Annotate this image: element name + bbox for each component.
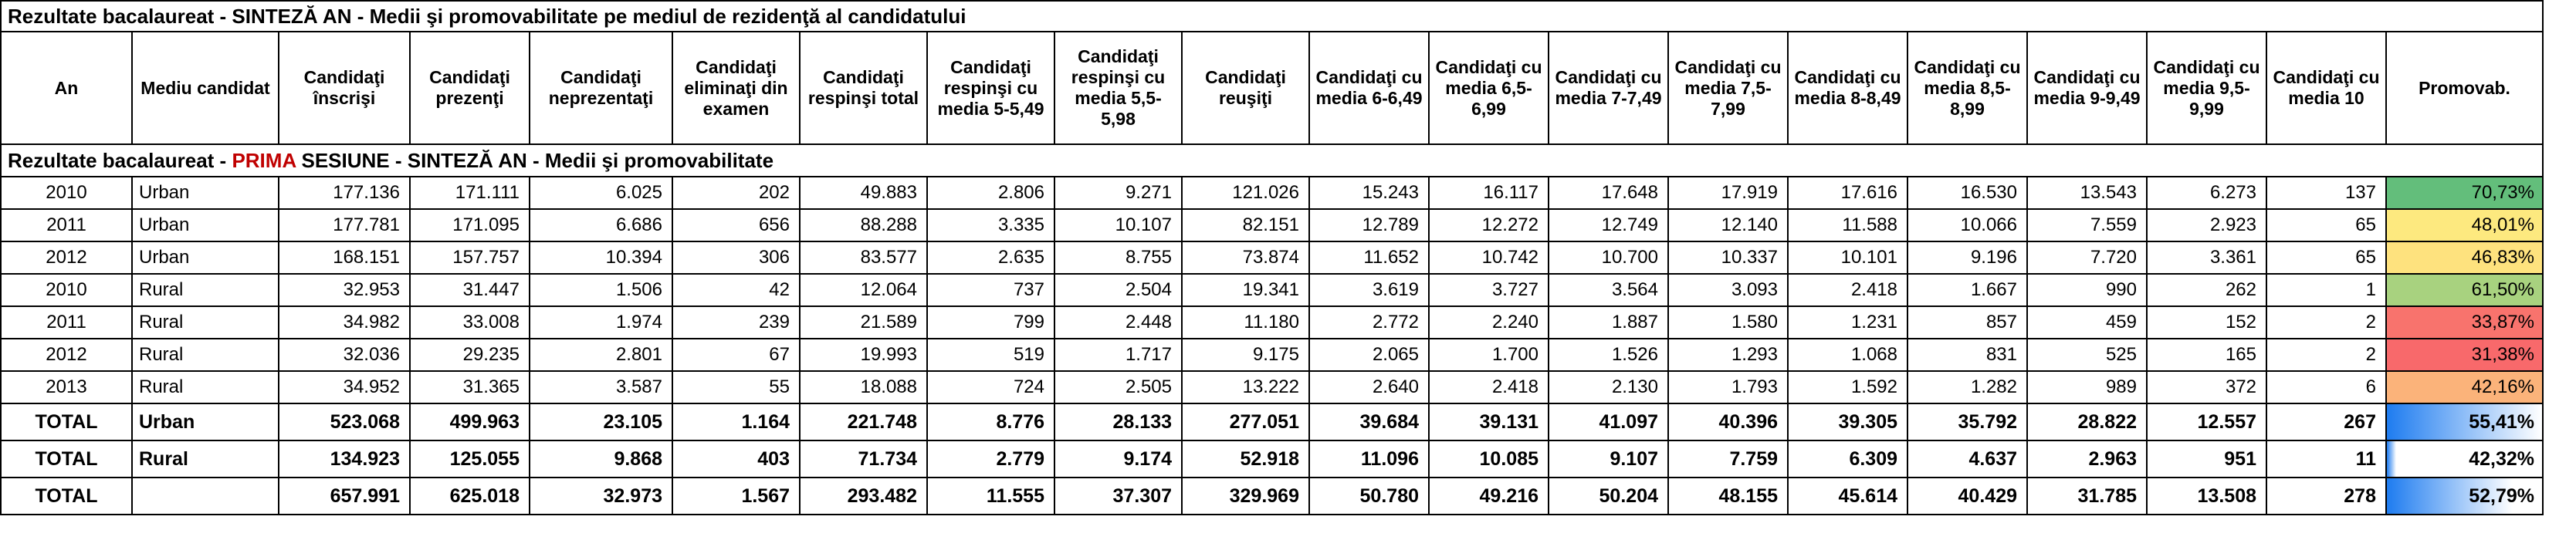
table-row	[1, 371, 2543, 403]
value-cell[interactable]: 40.396	[1668, 403, 1788, 440]
value-cell[interactable]: 267	[2266, 403, 2386, 440]
value-cell[interactable]: 990	[2027, 274, 2147, 306]
value-cell[interactable]: 12.749	[1549, 209, 1668, 241]
value-cell[interactable]: 50.204	[1549, 478, 1668, 515]
value-cell[interactable]: 459	[2027, 306, 2147, 339]
total-row	[1, 403, 2543, 440]
year-cell[interactable]: 2012	[1, 339, 132, 371]
value-cell[interactable]: 39.684	[1309, 403, 1429, 440]
column-header[interactable]: Candidaţi cu media 7,5-7,99	[1668, 32, 1788, 144]
column-header[interactable]: Candidaţi înscrişi	[279, 32, 410, 144]
value-cell[interactable]: 32.973	[530, 478, 672, 515]
column-header[interactable]: Candidaţi respinşi total	[800, 32, 927, 144]
value-cell[interactable]: 1.887	[1549, 306, 1668, 339]
value-cell[interactable]: 125.055	[410, 440, 530, 478]
value-cell[interactable]: 6.686	[530, 209, 672, 241]
value-cell[interactable]: 523.068	[279, 403, 410, 440]
promotion-rate-value: 42,32%	[2469, 447, 2534, 470]
value-cell[interactable]: 656	[672, 209, 800, 241]
promotion-rate-cell[interactable]	[2386, 440, 2543, 478]
value-cell[interactable]: 10.742	[1429, 241, 1549, 274]
value-cell[interactable]: 10.066	[1907, 209, 2027, 241]
value-cell[interactable]: 168.151	[279, 241, 410, 274]
value-cell[interactable]: 177.781	[279, 209, 410, 241]
value-cell[interactable]: 52.918	[1182, 440, 1309, 478]
value-cell[interactable]: 10.101	[1788, 241, 1907, 274]
value-cell[interactable]: 16.117	[1429, 177, 1549, 209]
value-cell[interactable]: 50.780	[1309, 478, 1429, 515]
value-cell[interactable]: 12.140	[1668, 209, 1788, 241]
value-cell[interactable]: 49.883	[800, 177, 927, 209]
value-cell[interactable]: 171.095	[410, 209, 530, 241]
value-cell[interactable]: 2.130	[1549, 371, 1668, 403]
value-cell[interactable]: 31.365	[410, 371, 530, 403]
environment-cell[interactable]: Rural	[132, 306, 279, 339]
value-cell[interactable]: 33.008	[410, 306, 530, 339]
year-cell[interactable]: 2011	[1, 209, 132, 241]
value-cell[interactable]: 372	[2147, 371, 2266, 403]
value-cell[interactable]: 2.065	[1309, 339, 1429, 371]
environment-cell[interactable]: Urban	[132, 241, 279, 274]
environment-cell[interactable]	[132, 478, 279, 515]
value-cell[interactable]: 34.982	[279, 306, 410, 339]
section-suffix: SESIUNE - SINTEZĂ AN - Medii şi promovabilitate	[296, 148, 774, 172]
promotion-rate-value: 70,73%	[2471, 182, 2534, 203]
value-cell[interactable]: 9.196	[1907, 241, 2027, 274]
value-cell[interactable]: 15.243	[1309, 177, 1429, 209]
promotion-rate-value: 48,01%	[2471, 214, 2534, 235]
environment-cell[interactable]: Urban	[132, 403, 279, 440]
value-cell[interactable]: 3.619	[1309, 274, 1429, 306]
total-row	[1, 478, 2543, 515]
value-cell[interactable]: 32.953	[279, 274, 410, 306]
value-cell[interactable]: 1.164	[672, 403, 800, 440]
value-cell[interactable]: 11.555	[927, 478, 1054, 515]
value-cell[interactable]: 12.272	[1429, 209, 1549, 241]
value-cell[interactable]: 519	[927, 339, 1054, 371]
value-cell[interactable]: 7.559	[2027, 209, 2147, 241]
value-cell[interactable]: 2.779	[927, 440, 1054, 478]
value-cell[interactable]: 17.616	[1788, 177, 1907, 209]
value-cell[interactable]: 2.504	[1054, 274, 1182, 306]
value-cell[interactable]: 2.240	[1429, 306, 1549, 339]
value-cell[interactable]: 11.588	[1788, 209, 1907, 241]
value-cell[interactable]: 2.772	[1309, 306, 1429, 339]
value-cell[interactable]: 41.097	[1549, 403, 1668, 440]
value-cell[interactable]: 1.567	[672, 478, 800, 515]
value-cell[interactable]: 8.755	[1054, 241, 1182, 274]
value-cell[interactable]: 2.963	[2027, 440, 2147, 478]
value-cell[interactable]: 152	[2147, 306, 2266, 339]
value-cell[interactable]: 31.785	[2027, 478, 2147, 515]
value-cell[interactable]: 8.776	[927, 403, 1054, 440]
value-cell[interactable]: 277.051	[1182, 403, 1309, 440]
value-cell[interactable]: 1.793	[1668, 371, 1788, 403]
value-cell[interactable]: 1.667	[1907, 274, 2027, 306]
value-cell[interactable]: 9.271	[1054, 177, 1182, 209]
column-header[interactable]: Candidaţi cu media 7-7,49	[1549, 32, 1668, 144]
promotion-rate-cell[interactable]	[2386, 478, 2543, 515]
value-cell[interactable]: 10.107	[1054, 209, 1182, 241]
value-cell[interactable]: 71.734	[800, 440, 927, 478]
value-cell[interactable]: 403	[672, 440, 800, 478]
value-cell[interactable]: 6.025	[530, 177, 672, 209]
column-header[interactable]: Candidaţi cu media 8,5-8,99	[1907, 32, 2027, 144]
value-cell[interactable]: 3.564	[1549, 274, 1668, 306]
environment-cell[interactable]: Rural	[132, 440, 279, 478]
value-cell[interactable]: 989	[2027, 371, 2147, 403]
value-cell[interactable]: 2.923	[2147, 209, 2266, 241]
value-cell[interactable]: 10.394	[530, 241, 672, 274]
value-cell[interactable]: 6	[2266, 371, 2386, 403]
value-cell[interactable]: 19.341	[1182, 274, 1309, 306]
table-row	[1, 306, 2543, 339]
column-header[interactable]: Candidaţi cu media 6-6,49	[1309, 32, 1429, 144]
value-cell[interactable]: 3.361	[2147, 241, 2266, 274]
value-cell[interactable]: 2.806	[927, 177, 1054, 209]
data-rows	[1, 177, 2543, 403]
column-header[interactable]: Candidaţi cu media 8-8,49	[1788, 32, 1907, 144]
column-header[interactable]: Promovab.	[2386, 32, 2543, 144]
value-cell[interactable]: 831	[1907, 339, 2027, 371]
value-cell[interactable]: 2.635	[927, 241, 1054, 274]
value-cell[interactable]: 9.175	[1182, 339, 1309, 371]
year-cell[interactable]: 2012	[1, 241, 132, 274]
value-cell[interactable]: 10.337	[1668, 241, 1788, 274]
year-cell[interactable]: 2010	[1, 177, 132, 209]
promotion-rate-cell[interactable]	[2386, 306, 2543, 339]
year-cell[interactable]: 2011	[1, 306, 132, 339]
value-cell[interactable]: 1.974	[530, 306, 672, 339]
promotion-rate-cell[interactable]	[2386, 274, 2543, 306]
value-cell[interactable]: 134.923	[279, 440, 410, 478]
value-cell[interactable]: 857	[1907, 306, 2027, 339]
value-cell[interactable]: 34.952	[279, 371, 410, 403]
value-cell[interactable]: 1.580	[1668, 306, 1788, 339]
environment-cell[interactable]: Rural	[132, 371, 279, 403]
value-cell[interactable]: 262	[2147, 274, 2266, 306]
value-cell[interactable]: 7.759	[1668, 440, 1788, 478]
value-cell[interactable]: 3.093	[1668, 274, 1788, 306]
value-cell[interactable]: 18.088	[800, 371, 927, 403]
promotion-rate-value: 31,38%	[2471, 344, 2534, 365]
value-cell[interactable]: 2.418	[1429, 371, 1549, 403]
value-cell[interactable]: 1	[2266, 274, 2386, 306]
value-cell[interactable]: 82.151	[1182, 209, 1309, 241]
promotion-rate-value: 33,87%	[2471, 312, 2534, 332]
value-cell[interactable]: 2.418	[1788, 274, 1907, 306]
value-cell[interactable]: 657.991	[279, 478, 410, 515]
environment-cell[interactable]: Rural	[132, 339, 279, 371]
value-cell[interactable]: 2.640	[1309, 371, 1429, 403]
value-cell[interactable]: 83.577	[800, 241, 927, 274]
value-cell[interactable]: 625.018	[410, 478, 530, 515]
promotion-rate-cell[interactable]	[2386, 241, 2543, 274]
value-cell[interactable]: 65	[2266, 241, 2386, 274]
value-cell[interactable]: 6.309	[1788, 440, 1907, 478]
value-cell[interactable]: 12.064	[800, 274, 927, 306]
value-cell[interactable]: 49.216	[1429, 478, 1549, 515]
environment-cell[interactable]: Urban	[132, 177, 279, 209]
value-cell[interactable]: 42	[672, 274, 800, 306]
value-cell[interactable]: 35.792	[1907, 403, 2027, 440]
table-title[interactable]: Rezultate bacalaureat - SINTEZĂ AN - Medii şi promovabilitate pe mediul de rezidenţă al candidatului	[1, 1, 2543, 32]
value-cell[interactable]: 9.868	[530, 440, 672, 478]
value-cell[interactable]: 1.068	[1788, 339, 1907, 371]
value-cell[interactable]: 1.506	[530, 274, 672, 306]
column-header[interactable]: An	[1, 32, 132, 144]
value-cell[interactable]: 10.700	[1549, 241, 1668, 274]
table-row	[1, 209, 2543, 241]
value-cell[interactable]: 48.155	[1668, 478, 1788, 515]
value-cell[interactable]: 1.231	[1788, 306, 1907, 339]
title-row	[1, 1, 2543, 32]
total-rows	[1, 403, 2543, 515]
total-row	[1, 440, 2543, 478]
promotion-rate-value: 52,79%	[2469, 484, 2534, 507]
year-cell[interactable]: 2013	[1, 371, 132, 403]
value-cell[interactable]: 306	[672, 241, 800, 274]
column-header[interactable]: Mediu candidat	[132, 32, 279, 144]
value-cell[interactable]: 499.963	[410, 403, 530, 440]
column-header[interactable]: Candidaţi cu media 10	[2266, 32, 2386, 144]
value-cell[interactable]: 40.429	[1907, 478, 2027, 515]
promotion-rate-cell[interactable]	[2386, 339, 2543, 371]
value-cell[interactable]: 12.557	[2147, 403, 2266, 440]
value-cell[interactable]: 3.727	[1429, 274, 1549, 306]
column-header[interactable]: Candidaţi eliminaţi din examen	[672, 32, 800, 144]
table-row	[1, 274, 2543, 306]
value-cell[interactable]: 951	[2147, 440, 2266, 478]
value-cell[interactable]: 37.307	[1054, 478, 1182, 515]
value-cell[interactable]: 10.085	[1429, 440, 1549, 478]
value-cell[interactable]: 39.131	[1429, 403, 1549, 440]
value-cell[interactable]: 724	[927, 371, 1054, 403]
value-cell[interactable]: 239	[672, 306, 800, 339]
value-cell[interactable]: 3.587	[530, 371, 672, 403]
column-header[interactable]: Candidaţi respinşi cu media 5,5-5,98	[1054, 32, 1182, 144]
value-cell[interactable]: 9.174	[1054, 440, 1182, 478]
value-cell[interactable]: 2	[2266, 306, 2386, 339]
value-cell[interactable]: 23.105	[530, 403, 672, 440]
value-cell[interactable]: 799	[927, 306, 1054, 339]
section-row	[1, 144, 2543, 177]
section-highlight: PRIMA	[232, 148, 296, 172]
promotion-rate-value: 61,50%	[2471, 279, 2534, 300]
year-cell[interactable]: 2010	[1, 274, 132, 306]
value-cell[interactable]: 55	[672, 371, 800, 403]
value-cell[interactable]: 1.700	[1429, 339, 1549, 371]
environment-cell[interactable]: Rural	[132, 274, 279, 306]
value-cell[interactable]: 329.969	[1182, 478, 1309, 515]
value-cell[interactable]: 171.111	[410, 177, 530, 209]
value-cell[interactable]: 73.874	[1182, 241, 1309, 274]
value-cell[interactable]: 67	[672, 339, 800, 371]
value-cell[interactable]: 28.822	[2027, 403, 2147, 440]
value-cell[interactable]: 157.757	[410, 241, 530, 274]
value-cell[interactable]: 29.235	[410, 339, 530, 371]
value-cell[interactable]: 737	[927, 274, 1054, 306]
value-cell[interactable]: 17.919	[1668, 177, 1788, 209]
value-cell[interactable]: 17.648	[1549, 177, 1668, 209]
value-cell[interactable]: 12.789	[1309, 209, 1429, 241]
value-cell[interactable]: 177.136	[279, 177, 410, 209]
promotion-rate-cell[interactable]	[2386, 403, 2543, 440]
total-label[interactable]: TOTAL	[1, 478, 132, 515]
column-header[interactable]: Candidaţi cu media 9-9,49	[2027, 32, 2147, 144]
total-label[interactable]: TOTAL	[1, 440, 132, 478]
value-cell[interactable]: 278	[2266, 478, 2386, 515]
value-cell[interactable]: 3.335	[927, 209, 1054, 241]
promotion-rate-value: 42,16%	[2471, 376, 2534, 397]
value-cell[interactable]: 11.096	[1309, 440, 1429, 478]
value-cell[interactable]: 13.543	[2027, 177, 2147, 209]
value-cell[interactable]: 7.720	[2027, 241, 2147, 274]
value-cell[interactable]: 293.482	[800, 478, 927, 515]
column-header[interactable]: Candidaţi prezenţi	[410, 32, 530, 144]
promotion-rate-cell[interactable]	[2386, 371, 2543, 403]
column-header[interactable]: Candidaţi cu media 6,5-6,99	[1429, 32, 1549, 144]
value-cell[interactable]: 31.447	[410, 274, 530, 306]
value-cell[interactable]: 9.107	[1549, 440, 1668, 478]
value-cell[interactable]: 45.614	[1788, 478, 1907, 515]
value-cell[interactable]: 11.180	[1182, 306, 1309, 339]
value-cell[interactable]: 1.293	[1668, 339, 1788, 371]
total-label[interactable]: TOTAL	[1, 403, 132, 440]
value-cell[interactable]: 6.273	[2147, 177, 2266, 209]
value-cell[interactable]: 11.652	[1309, 241, 1429, 274]
table-row	[1, 177, 2543, 209]
value-cell[interactable]: 2.505	[1054, 371, 1182, 403]
section-title[interactable]	[1, 144, 2543, 177]
column-header[interactable]: Candidaţi neprezentaţi	[530, 32, 672, 144]
table-row	[1, 339, 2543, 371]
value-cell[interactable]: 88.288	[800, 209, 927, 241]
value-cell[interactable]: 28.133	[1054, 403, 1182, 440]
value-cell[interactable]: 13.508	[2147, 478, 2266, 515]
value-cell[interactable]: 1.526	[1549, 339, 1668, 371]
value-cell[interactable]: 4.637	[1907, 440, 2027, 478]
section-prefix: Rezultate bacalaureat -	[8, 148, 232, 172]
promotion-rate-value: 55,41%	[2469, 410, 2534, 433]
column-header[interactable]: Candidaţi respinşi cu media 5-5,49	[927, 32, 1054, 144]
column-header[interactable]: Candidaţi reuşiţi	[1182, 32, 1309, 144]
value-cell[interactable]: 2	[2266, 339, 2386, 371]
value-cell[interactable]: 221.748	[800, 403, 927, 440]
value-cell[interactable]: 39.305	[1788, 403, 1907, 440]
environment-cell[interactable]: Urban	[132, 209, 279, 241]
value-cell[interactable]: 121.026	[1182, 177, 1309, 209]
value-cell[interactable]: 525	[2027, 339, 2147, 371]
table-row	[1, 241, 2543, 274]
value-cell[interactable]: 1.717	[1054, 339, 1182, 371]
value-cell[interactable]: 21.589	[800, 306, 927, 339]
value-cell[interactable]: 2.448	[1054, 306, 1182, 339]
value-cell[interactable]: 65	[2266, 209, 2386, 241]
value-cell[interactable]: 13.222	[1182, 371, 1309, 403]
column-header[interactable]: Candidaţi cu media 9,5-9,99	[2147, 32, 2266, 144]
value-cell[interactable]: 137	[2266, 177, 2386, 209]
value-cell[interactable]: 2.801	[530, 339, 672, 371]
value-cell[interactable]: 1.592	[1788, 371, 1907, 403]
header-row	[1, 32, 2543, 144]
value-cell[interactable]: 165	[2147, 339, 2266, 371]
value-cell[interactable]: 11	[2266, 440, 2386, 478]
promotion-rate-cell[interactable]	[2386, 209, 2543, 241]
value-cell[interactable]: 32.036	[279, 339, 410, 371]
promotion-rate-cell[interactable]	[2386, 177, 2543, 209]
value-cell[interactable]: 19.993	[800, 339, 927, 371]
promotion-rate-value: 46,83%	[2471, 247, 2534, 268]
value-cell[interactable]: 202	[672, 177, 800, 209]
value-cell[interactable]: 16.530	[1907, 177, 2027, 209]
value-cell[interactable]: 1.282	[1907, 371, 2027, 403]
